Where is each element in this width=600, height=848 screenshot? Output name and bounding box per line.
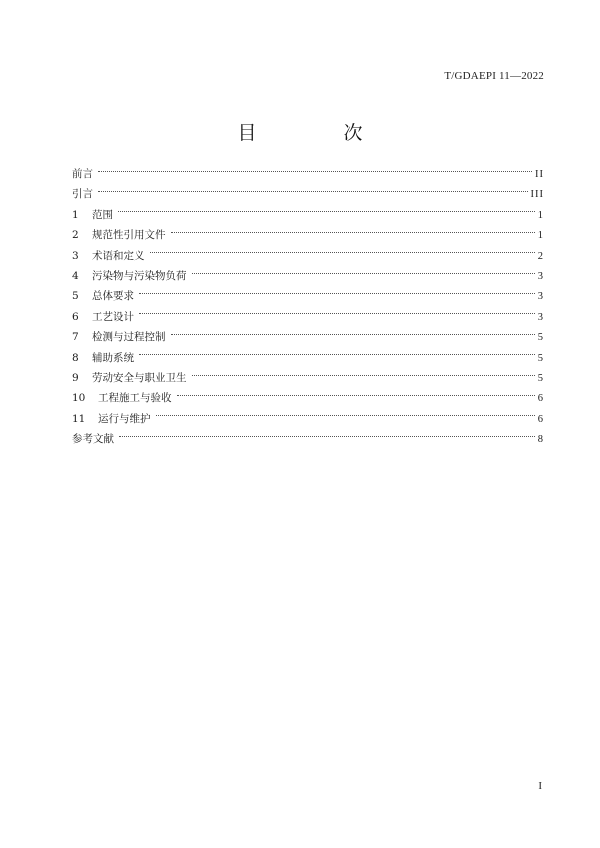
toc-entry-construction-acceptance[interactable] (72, 388, 544, 408)
toc-entry-pollutants[interactable] (72, 266, 544, 286)
toc-entry-number: 9 (72, 371, 79, 384)
toc-entry-label: 工程施工与验收 (98, 392, 172, 405)
toc-entry-label: 运行与维护 (98, 412, 151, 425)
toc-entry-terms-definitions[interactable] (72, 246, 544, 266)
toc-entry-label: 引言 (72, 188, 93, 201)
toc-entry-general-requirements[interactable] (72, 286, 544, 306)
toc-dot-leader (139, 313, 535, 314)
toc-dot-leader (119, 436, 535, 437)
toc-entry-label: 术语和定义 (92, 249, 145, 262)
page-number: I (538, 780, 542, 792)
toc-entry-label: 范围 (92, 208, 113, 221)
toc-entry-number: 10 (72, 392, 86, 405)
toc-dot-leader (192, 375, 535, 376)
toc-dot-leader (177, 395, 535, 396)
toc-entry-page: 1 (537, 209, 544, 221)
toc-entry-normative-references[interactable] (72, 225, 544, 245)
toc-entry-inspection-control[interactable] (72, 327, 544, 347)
toc-entry-label: 规范性引用文件 (92, 229, 166, 242)
toc-entry-label: 劳动安全与职业卫生 (92, 371, 187, 384)
toc-entry-page: 6 (537, 413, 544, 425)
toc-entry-auxiliary-systems[interactable] (72, 348, 544, 368)
toc-entry-label: 污染物与污染物负荷 (92, 269, 187, 282)
toc-entry-number: 3 (72, 249, 79, 262)
toc-dot-leader (156, 415, 535, 416)
toc-entry-number: 7 (72, 331, 79, 344)
toc-dot-leader (171, 334, 535, 335)
toc-entry-label: 前言 (72, 168, 93, 180)
toc-title: 目 次 (237, 122, 397, 144)
toc-entry-page: 3 (537, 311, 544, 323)
toc-entry-page: 5 (537, 372, 544, 384)
document-code: T/GDAEPI 11—2022 (444, 70, 544, 82)
toc-entry-label: 参考文献 (72, 433, 114, 446)
toc-dot-leader (150, 252, 535, 253)
toc-entry-label: 检测与过程控制 (92, 331, 166, 344)
table-of-contents (72, 164, 544, 449)
toc-entry-number: 4 (72, 269, 79, 282)
toc-entry-number: 5 (72, 290, 79, 303)
toc-entry-page: 2 (537, 250, 544, 262)
toc-entry-page: 8 (537, 434, 544, 446)
toc-entry-number: 1 (72, 208, 79, 221)
toc-entry-introduction[interactable] (72, 184, 544, 204)
toc-entry-page: 5 (537, 352, 544, 364)
toc-entry-number: 8 (72, 351, 79, 364)
toc-entry-page: II (535, 169, 544, 180)
toc-dot-leader (171, 232, 535, 233)
toc-entry-number: 11 (72, 412, 86, 425)
toc-entry-label: 辅助系统 (92, 351, 134, 364)
toc-dot-leader (139, 293, 535, 294)
toc-entry-label: 工艺设计 (92, 310, 134, 323)
toc-entry-label: 总体要求 (92, 290, 134, 303)
toc-entry-page: 3 (537, 270, 544, 282)
toc-dot-leader (192, 273, 535, 274)
toc-entry-page: 3 (537, 291, 544, 303)
toc-entry-process-design[interactable] (72, 307, 544, 327)
toc-dot-leader (98, 171, 532, 172)
toc-entry-number: 2 (72, 229, 79, 242)
toc-entry-number: 6 (72, 310, 79, 323)
toc-entry-foreword[interactable] (72, 164, 544, 184)
toc-entry-operation-maintenance[interactable] (72, 409, 544, 429)
toc-dot-leader (98, 191, 528, 192)
toc-dot-leader (139, 354, 535, 355)
toc-entry-page: III (530, 189, 544, 201)
toc-entry-page: 1 (537, 230, 544, 242)
toc-entry-page: 5 (537, 332, 544, 344)
toc-entry-bibliography[interactable] (72, 429, 544, 449)
toc-dot-leader (118, 211, 535, 212)
toc-entry-scope[interactable] (72, 205, 544, 225)
toc-entry-page: 6 (537, 393, 544, 405)
toc-entry-labor-safety[interactable] (72, 368, 544, 388)
